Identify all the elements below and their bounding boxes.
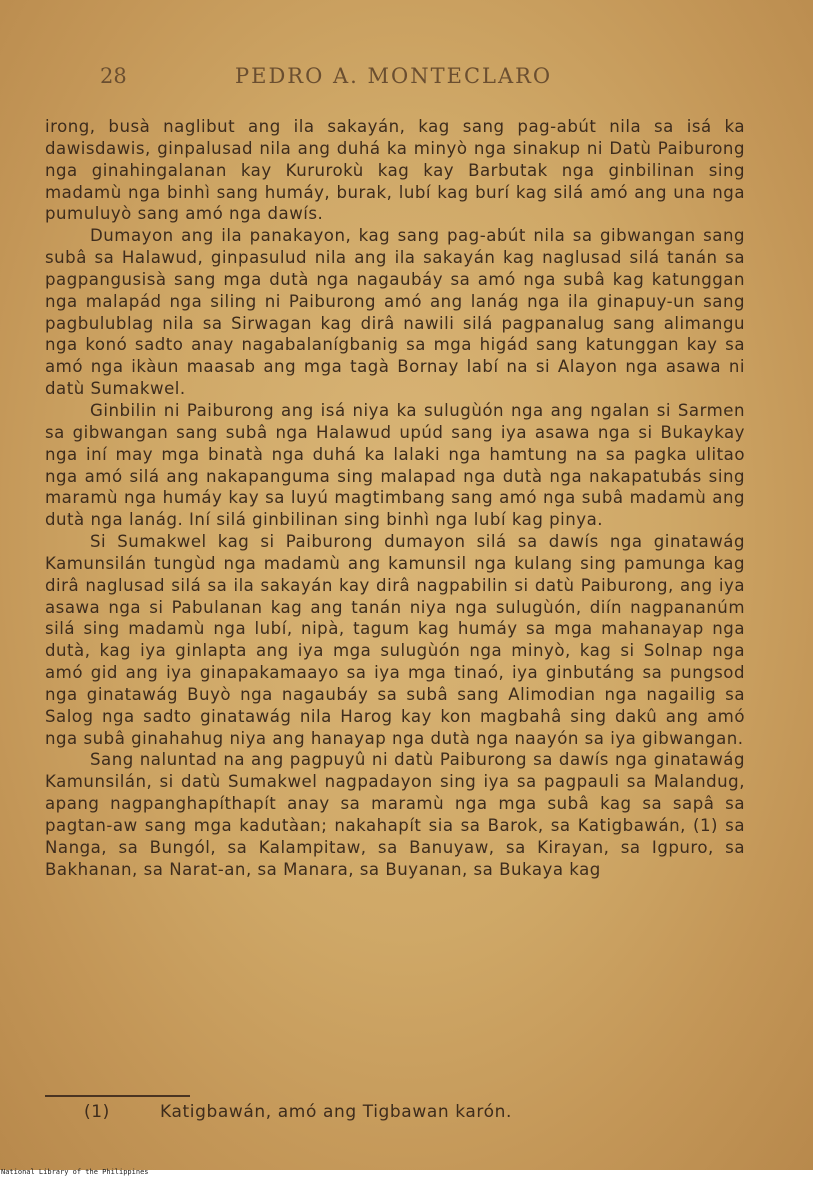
paragraph: Si Sumakwel kag si Paiburong dumayon silá sa dawís nga ginatawág Kamunsilán tungùd nga madamù ang kamunsil nga kulang sing pamunga kag dirâ naglusad silá sa ila sakayán kay dirâ nagpabilin si datù Paiburong, ang iya asawa nga si Pabulanan kag ang tanán niya nga sulugùón, diín nagpananúm silá sing madamù nga lubí, nipà, tagum kag humáy sa mga mahanayap nga dutà, kag iya ginlapta ang iya mga sulugùón nga minyò, kag si Solnap nga amó gid ang iya ginapakamaayo sa iya mga tinaó, iya ginbutáng sa pungsod nga ginatawág Buyò nga nagaubáy sa subâ sang Alimodian nga nagailig sa Salog nga sadto ginatawág nila Harog kay kon magbahâ sing dakû ang amó nga subâ ginahahug niya ang hanayap nga dutà nga naayón sa iya gibwangan. <box>45 532 745 748</box>
paragraph: Sang naluntad na ang pagpuyû ni datù Paiburong sa dawís nga ginatawág Kamunsilán, si datù Sumakwel nagpadayon sing iya sa pagpauli sa Malandug, apang nagpanghapíthapít anay sa maramù nga mga subâ kag sa sapâ sa pagtan-aw sang mga kadutàan; nakahapít sia sa Barok, sa Katigbawán, (1) sa Nanga, sa Bungól, sa Kalampitaw, sa Banuyaw, sa Kirayan, sa Igpuro, sa Bakhanan, sa Narat-an, sa Manara, sa Buyanan, sa Bukaya kag <box>45 750 745 879</box>
paragraph: Ginbilin ni Paiburong ang isá niya ka sulugùón nga ang ngalan si Sarmen sa gibwangan sang subâ nga Halawud upúd sang iya asawa nga si Bukaykay nga iní may mga binatà nga duhá ka lalaki nga hamtung na sa pagka ulitao nga amó silá ang nakapanguma sing malapad nga dutà nga nakapatubás sing maramù nga humáy kay sa luyú magtimbang sang amó nga subâ madamù ang dutà nga lanág. Iní silá ginbilinan sing binhì nga lubí kag pinya. <box>45 400 745 530</box>
paragraph: irong, busà naglibut ang ila sakayán, kag sang pag-abút nila sa isá ka dawisdawis, ginpalusad nila ang duhá ka minyò nga sinakup ni Datù Paiburong nga ginahingalanan kay Kururokù kag kay Barbutak nga ginbilinan sing madamù nga binhì sang humáy, burak, lubí kag burí kag silá amó ang una nga pumuluyò sang amó nga dawís. <box>45 117 745 224</box>
page-number: 28 <box>100 64 127 88</box>
paragraph: Dumayon ang ila panakayon, kag sang pag-abút nila sa gibwangan sang subâ sa Halawud, ginpasulud nila ang ila sakayán kag naglusad silá tanán sa pagpangusisà sang mga dutà nga nagaubáy sa amó nga subâ kag katunggan nga malapád nga siling ni Paiburong amó ang lanág nga ila ginapuy-un sang pagbulublag nila sa Sirwagan kag dirâ nawili silá pagpanalug sang alimangu nga konó sadto anay nagabalanígbanig sa mga higád sang katunggan kay sa amó nga ikàun maasab ang mga tagà Bornay labí na si Alayon nga asawa ni datù Sumakwel. <box>45 226 745 399</box>
footnote-marker: (1) <box>84 1102 110 1122</box>
body-text <box>45 116 745 881</box>
running-head: PEDRO A. MONTECLARO <box>235 64 553 88</box>
footnote-text: Katigbawán, amó ang Tigbawan karón. <box>160 1102 512 1122</box>
footnote-divider <box>45 1095 190 1097</box>
footnote <box>84 1102 512 1122</box>
scan-credit: National Library of the Philippines <box>1 1168 149 1176</box>
page-header <box>100 64 660 96</box>
